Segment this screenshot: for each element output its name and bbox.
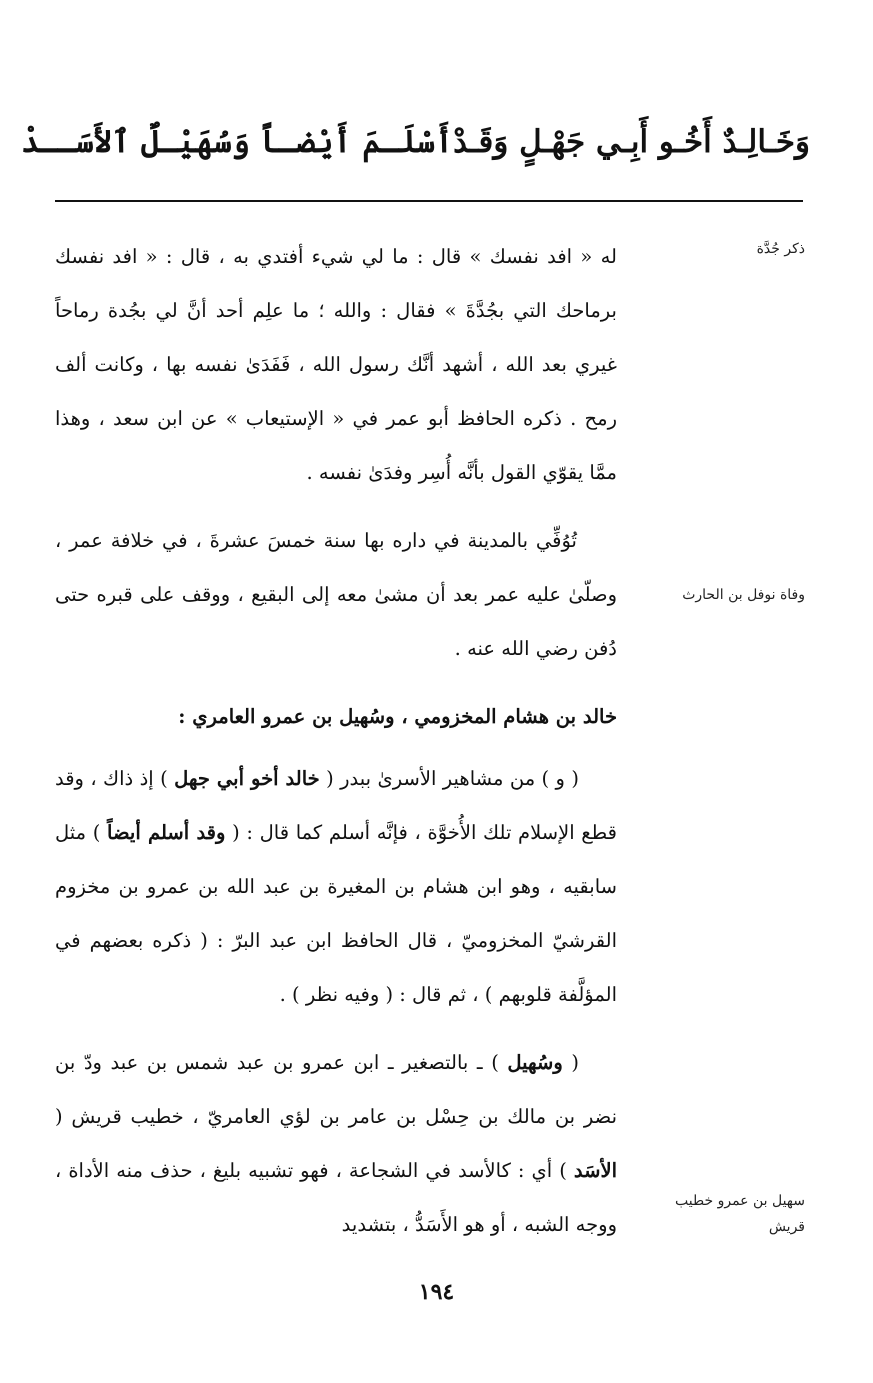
p4-bold-2: الأسَد <box>573 1159 617 1182</box>
p3-text-3: ) مثل سابقيه ، وهو ابن هشام بن المغيرة بن عبد الله بن عمرو بن مخزوم القرشيّ المخزوميّ ، قال الحافظ ابن عبد البرّ : ( ذكره بعضهم في المؤلَّفة قلوبهم ) ، ثم قال : ( وفيه نظر ) . <box>55 821 617 1006</box>
p4-bold-1: وسُهيل <box>507 1051 563 1074</box>
p4-text-2: ) ـ بالتصغير ـ ابن عمرو بن عبد شمس بن عبد ودّ بن نضر بن مالك بن حِسْل بن عامر بن لؤي العامريّ ، خطيب قريش ( <box>55 1051 618 1128</box>
header-divider <box>55 200 803 202</box>
paragraph-4 <box>55 1036 617 1252</box>
paragraph-1: له « افد نفسك » قال : ما لي شيء أفتدي به ، قال : « افد نفسك برماحك التي بجُدَّةَ » فقال : والله ؛ ما علِم أحد أنَّ لي بجُدة رماحاً غيري بعد الله ، أشهد أنَّك رسول الله ، فَفَدَىٰ نفسه بها ، وكانت ألف رمح . ذكره الحافظ أبو عمر في « الإستيعاب » عن ابن سعد ، وهذا ممَّا يقوّي القول بأنَّه أُسِر وفدَىٰ نفسه . <box>55 245 617 484</box>
verse-line <box>21 112 810 172</box>
p3-text-2: ) إذ ذاك ، وقد قطع الإسلام تلك الأُخوَّة ، فإنَّه أسلم كما قال : ( <box>55 767 617 844</box>
page-number: ١٩٤ <box>418 1279 455 1305</box>
margin-note-jidda: ذكر جُدَّة <box>756 241 805 257</box>
p3-bold-1: خالد أخو أبي جهل <box>174 767 320 790</box>
p4-text-3: ) أي : كالأسد في الشجاعة ، فهو تشبيه بليغ ، حذف منه الأداة ، ووجه الشبه ، أو هو الأَسَدُّ ، بتشديد <box>55 1159 617 1236</box>
p4-text-1: ( <box>562 1051 579 1074</box>
margin-note-nawfal-death: وفاة نوفل بن الحارث <box>682 587 805 603</box>
verse-left-hemistich: أَسْلَـمَ أَيْضـاً وَسُهَيْـلٌ ٱلأَسَــدْ <box>21 124 454 160</box>
paragraph-2: تُوُفِّي بالمدينة في داره بها سنة خمسَ عشرةَ ، في خلافة عمر ، وصلّىٰ عليه عمر بعد أن مشىٰ معه إلى البقيع ، ووقف على قبره حتى دُفن رضي الله عنه . <box>55 529 617 660</box>
paragraph-3 <box>55 752 617 1022</box>
margin-note-suhayl: سهيل بن عمرو خطيب قريش <box>675 1193 805 1235</box>
verse-right-hemistich: وَخَـالِـدٌ أَخُـو أَبِـي جَهْـلٍ وَقَـدْ <box>453 124 810 160</box>
section-heading: خالد بن هشام المخزومي ، وسُهيل بن عمرو العامري : <box>178 705 617 728</box>
p3-text-1: ( و ) من مشاهير الأسرىٰ ببدر ( <box>319 767 579 790</box>
p3-bold-2: وقد أسلم أيضاً <box>107 821 226 844</box>
commentary-body <box>55 230 617 1252</box>
